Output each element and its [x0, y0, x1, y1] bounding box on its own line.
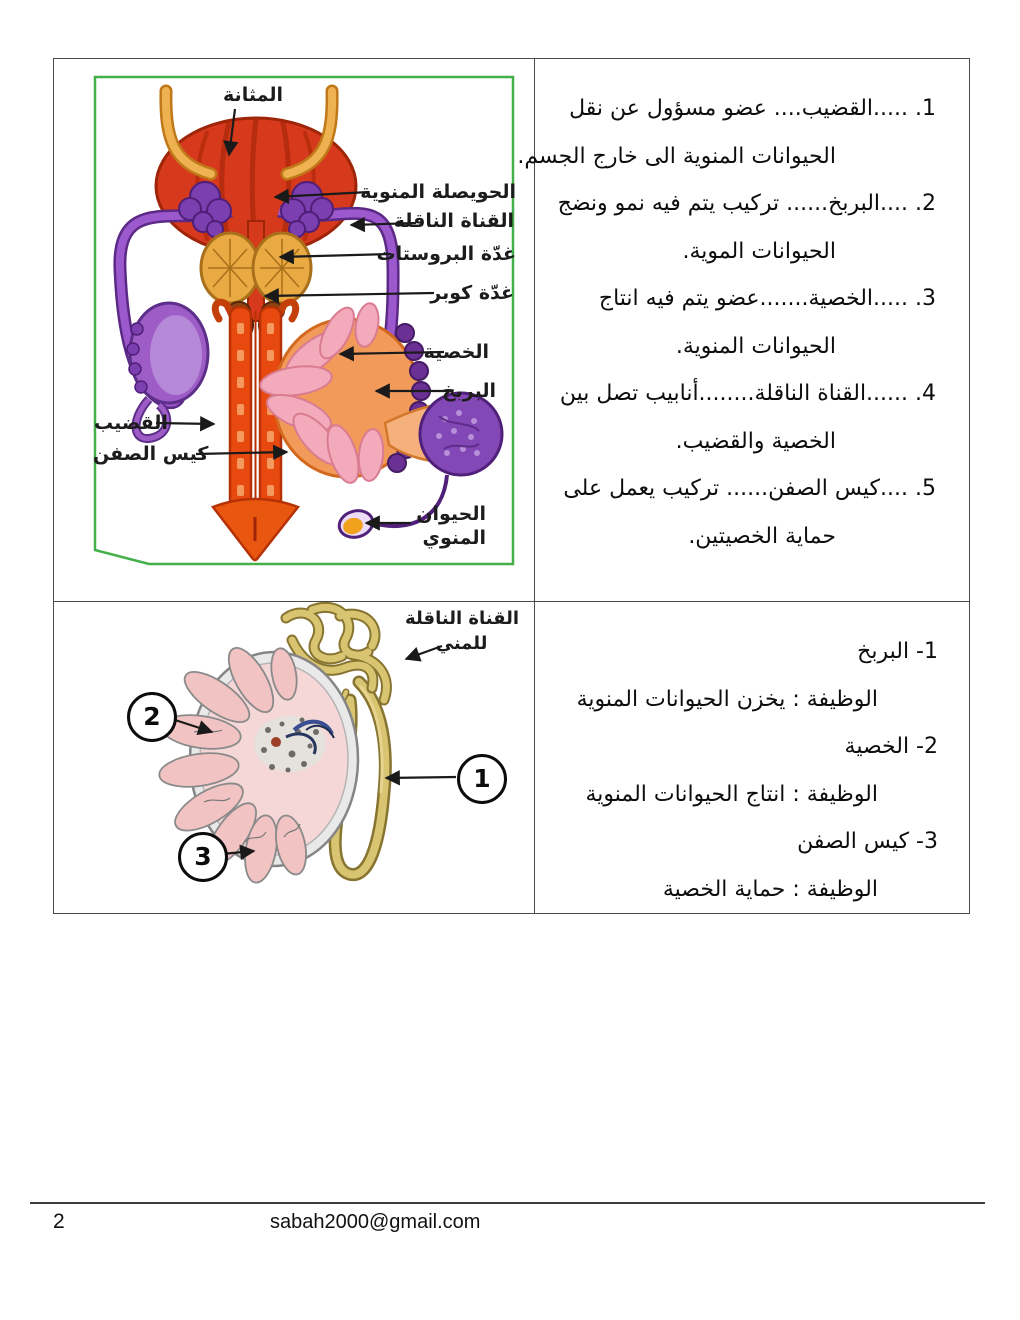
- seminal-vesicle-label: الحويصلة المنوية: [360, 181, 516, 203]
- function-item-2-title: 2- الخصية: [844, 734, 938, 759]
- function-item-1-title: 1- البربخ: [857, 639, 938, 664]
- testis-label: الخصية: [423, 341, 489, 363]
- male-reproductive-system-diagram: [89, 71, 520, 571]
- list-item-3-line-1: 3. .....الخصية.......عضو يتم فيه انتاج: [598, 286, 936, 311]
- penis-label: القضيب: [94, 412, 168, 434]
- sperm-duct-label-line1: القناة الناقلة: [405, 608, 519, 629]
- sperm-label: [416, 502, 486, 550]
- list-item-1-line-2: الحيوانات المنوية الى خارج الجسم.: [517, 143, 836, 169]
- scrotum-label: كيس الصفن: [93, 443, 209, 465]
- epididymis-label: البربخ: [441, 380, 496, 402]
- fill-blank-answers-cell: [517, 59, 969, 601]
- marker-circle-3: 3: [178, 832, 228, 882]
- list-item-4-line-2: الخصية والقضيب.: [675, 428, 836, 454]
- fill-blank-list: [517, 59, 969, 560]
- marker-circle-2: 2: [127, 692, 177, 742]
- marker-circle-1: 1: [457, 754, 507, 804]
- list-item-5-line-2: حماية الخصيتين.: [688, 523, 836, 549]
- footer-divider: [30, 1202, 985, 1204]
- functions-list: [535, 602, 969, 913]
- function-item-3-title: 3- كيس الصفن: [797, 829, 938, 854]
- list-item-3-line-2: الحيوانات المنوية.: [675, 333, 836, 359]
- bladder-label: المثانة: [223, 84, 283, 106]
- function-item-2-function: الوظيفة : انتاج الحيوانات المنوية: [585, 781, 878, 807]
- list-item-1-line-1: 1. .....القضيب.... عضو مسؤول عن نقل: [569, 96, 936, 121]
- footer-email: sabah2000@gmail.com: [270, 1211, 481, 1233]
- function-item-1-function: الوظيفة : يخزن الحيوانات المنوية: [576, 686, 878, 712]
- sperm-duct-label: [404, 606, 519, 656]
- testis-section-cell: [54, 602, 534, 913]
- anatomy-overview-cell: [54, 59, 534, 601]
- list-item-5-line-1: 5. ....كيس الصفن...... تركيب يعمل على: [563, 476, 936, 501]
- page-number: 2: [53, 1210, 65, 1233]
- functions-cell: [535, 602, 969, 913]
- sperm-duct-label-line2: للمني: [435, 633, 488, 654]
- list-item-4-line-1: 4. ......القناة الناقلة........أنابيب تصل بين: [559, 381, 936, 406]
- function-item-3-function: الوظيفة : حماية الخصية: [662, 876, 878, 902]
- vas-deferens-label: القناة الناقلة: [393, 210, 514, 232]
- prostate-label: غدّة البروستات: [376, 243, 516, 265]
- right-testis-cross-section: [258, 301, 430, 486]
- content-table: [53, 58, 970, 914]
- cowper-gland-label: غدّة كوبر: [430, 282, 514, 304]
- sperm-label-line2: المنوي: [422, 527, 486, 549]
- list-item-2-line-1: 2. ....البربخ...... تركيب يتم فيه نمو ونضج: [557, 191, 936, 216]
- list-item-2-line-2: الحيوانات الموية.: [682, 238, 836, 264]
- sperm-label-line1: الحيوان: [416, 503, 486, 525]
